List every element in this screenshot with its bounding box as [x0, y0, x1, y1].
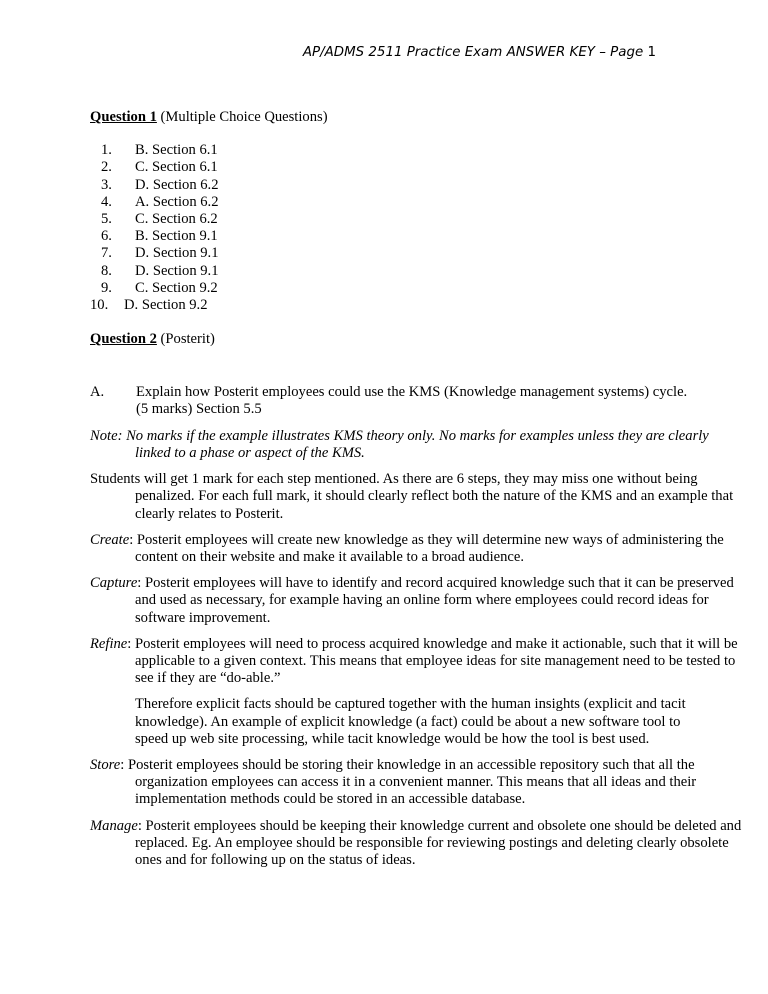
- document-body: [90, 109, 742, 869]
- step-term: Manage: [90, 817, 138, 834]
- question-1-label: Question 1: [90, 109, 157, 125]
- step-text: : Posterit employees will create new knowledge as they will determine new ways of administering the content on their website and make it available to a broad audience.: [129, 531, 724, 565]
- list-item: [90, 280, 690, 297]
- item-answer: B. Section 6.1: [135, 142, 218, 159]
- marking-instructions: Students will get 1 mark for each step mentioned. As there are 6 steps, they may miss one without being penalized. For each full mark, it should clearly reflect both the nature of the KMS and an example that clearly relates to Posterit.: [90, 471, 734, 522]
- item-answer: D. Section 9.1: [135, 262, 219, 279]
- item-number: 4.: [101, 193, 112, 210]
- item-number: 1.: [101, 142, 112, 159]
- question-1-heading: [90, 109, 690, 126]
- item-answer: B. Section 9.1: [135, 228, 218, 245]
- question-2-label: Question 2: [90, 331, 157, 348]
- list-item: [90, 245, 690, 262]
- step-text: : Posterit employees will have to identify and record acquired knowledge such that it can be preserved and used as necessary, for example having an online form where employees could record ideas for software improvement.: [135, 575, 734, 626]
- step-text: : Posterit employees should be storing their knowledge in an accessible repository such that all the organization employees can access it in a convenient manner. This means that all ideas and their implementation methods could be stored in an accessible database.: [120, 756, 697, 808]
- step-term: Refine: [90, 635, 128, 652]
- step-manage: [90, 818, 745, 870]
- step-term: Store: [90, 756, 121, 773]
- item-number: 9.: [101, 279, 112, 296]
- mc-answer-list: [90, 142, 690, 314]
- item-number: 5.: [101, 210, 112, 227]
- step-create: [90, 532, 745, 566]
- part-a-label: A.: [90, 384, 105, 401]
- item-answer: A. Section 6.2: [135, 193, 219, 210]
- part-a: [90, 384, 690, 418]
- item-answer: C. Section 6.2: [135, 210, 218, 227]
- marking-note: Note: No marks if the example illustrates KMS theory only. No marks for examples unless they are clearly linked to a phase or aspect of the KMS.: [90, 427, 709, 461]
- item-number: 7.: [101, 245, 112, 262]
- page-number: 1: [647, 45, 656, 60]
- item-answer: D. Section 6.2: [135, 176, 219, 193]
- item-number: 10.: [90, 296, 109, 313]
- item-number: 2.: [101, 159, 112, 176]
- part-a-text: Explain how Posterit employees could use the KMS (Knowledge management systems) cycle. (5 marks) Section 5.5: [136, 384, 688, 418]
- step-text: : Posterit employees should be keeping their knowledge current and obsolete one should be deleted and replaced. Eg. An employee should be responsible for reviewing postings and deleting clearly obsolete ones and for following up on the status of ideas.: [135, 817, 742, 868]
- question-2-heading: [90, 331, 690, 348]
- list-item: [90, 177, 690, 194]
- step-term: Create: [90, 531, 130, 548]
- item-answer: D. Section 9.1: [135, 245, 219, 262]
- item-answer: D. Section 9.2: [124, 296, 208, 313]
- item-number: 6.: [101, 228, 112, 245]
- page-header: [303, 44, 656, 61]
- item-answer: C. Section 6.1: [135, 159, 218, 176]
- list-item: [90, 142, 690, 159]
- list-item: [90, 159, 690, 176]
- step-term: Capture: [90, 575, 138, 592]
- list-item: [90, 211, 690, 228]
- header-title: AP/ADMS 2511 Practice Exam ANSWER KEY – Page: [302, 45, 644, 60]
- refine-extra: Therefore explicit facts should be captured together with the human insights (explicit and tacit knowledge). An example of explicit knowledge (a fact) could be about a new software tool to speed up web site processing, while tacit knowledge would be how the tool is best used.: [135, 696, 686, 747]
- list-item: [90, 228, 690, 245]
- step-capture: [90, 575, 745, 627]
- list-item: [90, 263, 690, 280]
- item-number: 8.: [101, 262, 112, 279]
- step-store: [90, 757, 745, 809]
- question-2-subtitle: (Posterit): [156, 331, 215, 348]
- step-refine: [90, 636, 745, 688]
- list-item: [90, 194, 690, 211]
- step-text: : Posterit employees will need to process acquired knowledge and make it actionable, such that it will be applicable to a given context. This means that employee ideas for site management need to be tested to see if they are “do-able.”: [127, 635, 738, 687]
- item-number: 3.: [101, 176, 112, 193]
- question-1-subtitle: (Multiple Choice Questions): [156, 109, 328, 125]
- list-item: [90, 297, 690, 314]
- item-answer: C. Section 9.2: [135, 279, 218, 296]
